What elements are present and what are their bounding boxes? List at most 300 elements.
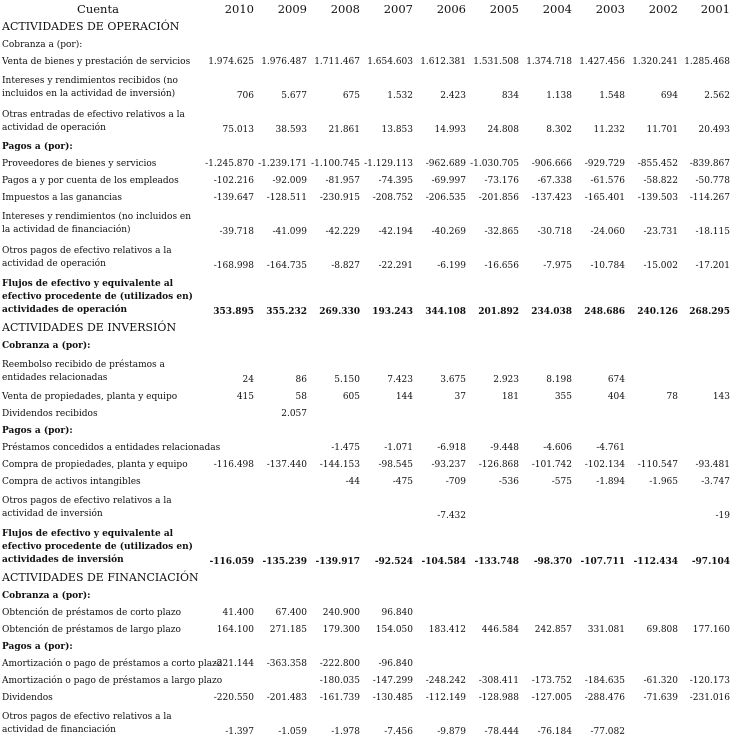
table-row <box>0 453 732 470</box>
row-label: Compra de propiedades, planta y equipo <box>2 460 188 470</box>
cell-value: -1.894 <box>596 477 625 487</box>
cell-value: 1.974.625 <box>208 57 254 67</box>
row-label: Otras entradas de efectivo relativos a la actividad de operación <box>2 109 185 133</box>
cell-value: -98.545 <box>378 460 413 470</box>
cell-value: -6.199 <box>437 261 466 271</box>
cell-value: -139.503 <box>637 193 678 203</box>
cell-value: 1.138 <box>546 91 572 101</box>
cell-value <box>680 601 732 618</box>
cell-value: -114.267 <box>689 193 730 203</box>
table-row <box>0 237 732 271</box>
cell-value: 674 <box>607 375 625 385</box>
subsection-row <box>0 419 732 436</box>
cell-value: -962.689 <box>425 159 466 169</box>
cell-value <box>415 652 468 669</box>
table-row <box>0 101 732 135</box>
cell-value <box>680 402 732 419</box>
cell-value <box>256 669 309 686</box>
cell-value: 1.976.487 <box>261 57 307 67</box>
cell-value: -575 <box>551 477 572 487</box>
cell-value: -9.879 <box>437 727 466 737</box>
cell-value: -16.656 <box>484 261 519 271</box>
cell-value: -102.216 <box>213 176 254 186</box>
cell-value: -7.432 <box>437 511 466 521</box>
table-row <box>0 703 732 737</box>
cell-value: -133.748 <box>474 557 519 567</box>
cell-value: 2.423 <box>440 91 466 101</box>
cell-value: -4.761 <box>596 443 625 453</box>
cell-value: 240.900 <box>322 608 360 618</box>
cell-value: -288.476 <box>584 693 625 703</box>
table-row <box>0 50 732 67</box>
subsection-title: Pagos a (por): <box>2 642 73 652</box>
cell-value: -1.071 <box>384 443 413 453</box>
row-label: Impuestos a las ganancias <box>2 193 123 203</box>
table-row <box>0 470 732 487</box>
cell-value: -1.100.745 <box>311 159 360 169</box>
cell-value: -93.237 <box>431 460 466 470</box>
cell-value: -7.456 <box>384 727 413 737</box>
cell-value: -32.865 <box>484 227 519 237</box>
table-row <box>0 652 732 669</box>
cell-value: -7.975 <box>543 261 572 271</box>
cell-value: 694 <box>660 91 678 101</box>
cell-value: -112.149 <box>425 693 466 703</box>
cell-value: 1.532 <box>387 91 413 101</box>
table-row <box>0 351 732 385</box>
subsection-title: Cobranza a (por): <box>2 341 91 351</box>
cell-value <box>521 652 574 669</box>
cell-value <box>627 487 680 521</box>
cell-value: -128.511 <box>266 193 307 203</box>
cell-value: 2.562 <box>704 91 730 101</box>
cell-value: -120.173 <box>689 676 730 686</box>
cell-value <box>574 487 627 521</box>
cell-value: -231.016 <box>689 693 730 703</box>
cell-value: -147.299 <box>372 676 413 686</box>
cell-value: 69.808 <box>646 625 678 635</box>
cell-value: -1.129.113 <box>364 159 413 169</box>
cell-value: 8.198 <box>546 375 572 385</box>
cell-value: 177.160 <box>692 625 730 635</box>
cell-value <box>627 402 680 419</box>
cell-value: -222.800 <box>319 659 360 669</box>
subsection-title: Cobranza a (por): <box>2 591 91 601</box>
cell-value <box>627 601 680 618</box>
cell-value: -855.452 <box>637 159 678 169</box>
cell-value: 41.400 <box>222 608 254 618</box>
cell-value: -42.194 <box>378 227 413 237</box>
cell-value: -201.483 <box>266 693 307 703</box>
table-row <box>0 67 732 101</box>
cell-value: -1.059 <box>278 727 307 737</box>
cell-value: -137.440 <box>266 460 307 470</box>
table-row <box>0 402 732 419</box>
total-row <box>0 271 732 317</box>
cell-value: 404 <box>607 392 625 402</box>
cell-value: -110.547 <box>637 460 678 470</box>
cell-value <box>680 436 732 453</box>
cell-value: 96.840 <box>381 608 413 618</box>
cell-value: -71.639 <box>643 693 678 703</box>
cell-value: 446.584 <box>481 625 519 635</box>
cell-value: -104.584 <box>421 557 466 567</box>
cell-value: -1.475 <box>331 443 360 453</box>
cell-value: -128.988 <box>478 693 519 703</box>
table-row <box>0 618 732 635</box>
cell-value: -127.005 <box>531 693 572 703</box>
cell-value: -78.444 <box>484 727 519 737</box>
row-label: Pagos a y por cuenta de los empleados <box>2 176 179 186</box>
header-row <box>0 0 732 16</box>
cell-value: 1.285.468 <box>684 57 730 67</box>
cell-value: -475 <box>392 477 413 487</box>
cell-value: -76.184 <box>537 727 572 737</box>
row-label: Venta de bienes y prestación de servicios <box>2 57 191 67</box>
subsection-row <box>0 584 732 601</box>
cell-value: 164.100 <box>216 625 254 635</box>
cell-value <box>256 436 309 453</box>
cell-value: -41.099 <box>272 227 307 237</box>
cell-value: 183.412 <box>428 625 466 635</box>
cell-value: 8.302 <box>546 125 572 135</box>
cell-value: -135.239 <box>262 557 307 567</box>
cell-value: -73.176 <box>484 176 519 186</box>
cell-value: -3.747 <box>701 477 730 487</box>
cell-value: 344.108 <box>425 307 466 317</box>
row-label: Amortización o pago de préstamos a largo plazo <box>2 676 223 686</box>
cell-value: 248.686 <box>584 307 625 317</box>
cell-value: -206.535 <box>425 193 466 203</box>
cell-value: -22.291 <box>378 261 413 271</box>
cell-value <box>574 402 627 419</box>
cell-value <box>415 601 468 618</box>
cell-value: -8.827 <box>331 261 360 271</box>
subsection-title: Pagos a (por): <box>2 142 73 152</box>
cell-value: -93.481 <box>695 460 730 470</box>
cell-value: 154.050 <box>375 625 413 635</box>
cell-value: 834 <box>501 91 519 101</box>
cell-value: -1.239.171 <box>258 159 307 169</box>
cell-value: -139.917 <box>315 557 360 567</box>
cell-value: -116.498 <box>213 460 254 470</box>
row-label: Obtención de préstamos de corto plazo <box>2 608 182 618</box>
cell-value: -536 <box>498 477 519 487</box>
cell-value: 143 <box>712 392 730 402</box>
cell-value <box>680 703 732 737</box>
cell-value <box>574 652 627 669</box>
table-row <box>0 601 732 618</box>
row-label: Dividendos <box>2 693 53 703</box>
table-row <box>0 169 732 186</box>
cell-value: 1.548 <box>599 91 625 101</box>
cell-value <box>627 703 680 737</box>
row-label: Obtención de préstamos de largo plazo <box>2 625 181 635</box>
cell-value: 1.374.718 <box>526 57 572 67</box>
cell-value: -139.647 <box>213 193 254 203</box>
cell-value: 193.243 <box>372 307 413 317</box>
cell-value: -201.856 <box>478 193 519 203</box>
header-year: 2004 <box>542 2 572 16</box>
cell-value: -1.245.870 <box>205 159 254 169</box>
cell-value: 5.677 <box>281 91 307 101</box>
cell-value: -363.358 <box>266 659 307 669</box>
row-label: Compra de activos intangibles <box>2 477 141 487</box>
cell-value: 3.675 <box>440 375 466 385</box>
cell-value: -30.718 <box>537 227 572 237</box>
cell-value: 37 <box>454 392 466 402</box>
cell-value: -10.784 <box>590 261 625 271</box>
table-row <box>0 487 732 521</box>
cell-value: -164.735 <box>266 261 307 271</box>
cell-value: 58 <box>295 392 307 402</box>
cell-value: -77.082 <box>590 727 625 737</box>
cell-value: -6.918 <box>437 443 466 453</box>
table-row <box>0 152 732 169</box>
subsection-title: Cobranza a (por): <box>2 40 83 50</box>
cell-value <box>680 351 732 385</box>
row-label: Flujos de efectivo y equivalente al efectivo procedente de (utilizados en) actividades de operación <box>2 278 193 315</box>
header-year: 2003 <box>595 2 625 16</box>
header-year: 2009 <box>277 2 307 16</box>
cell-value: -81.957 <box>325 176 360 186</box>
table-body <box>0 16 732 737</box>
section-row <box>0 16 732 33</box>
total-row <box>0 521 732 567</box>
cell-value: 24.808 <box>487 125 519 135</box>
cell-value: -23.731 <box>643 227 678 237</box>
cell-value: -208.752 <box>372 193 413 203</box>
cell-value: 24 <box>242 375 254 385</box>
subsection-row <box>0 334 732 351</box>
header-year: 2002 <box>648 2 678 16</box>
cell-value: -126.868 <box>478 460 519 470</box>
cell-value: -9.448 <box>490 443 519 453</box>
cell-value: -67.338 <box>537 176 572 186</box>
header-year: 2001 <box>700 2 730 16</box>
cell-value <box>198 487 256 521</box>
table-row <box>0 385 732 402</box>
cell-value: -58.822 <box>643 176 678 186</box>
subsection-title: Pagos a (por): <box>2 426 73 436</box>
cell-value: -248.242 <box>425 676 466 686</box>
cell-value: -74.395 <box>378 176 413 186</box>
cell-value: 67.400 <box>275 608 307 618</box>
cell-value <box>256 487 309 521</box>
cell-value: -161.739 <box>319 693 360 703</box>
cell-value: -101.742 <box>531 460 572 470</box>
header-year: 2005 <box>489 2 519 16</box>
cell-value: 234.038 <box>531 307 572 317</box>
cell-value: -40.269 <box>431 227 466 237</box>
cell-value: -1.397 <box>225 727 254 737</box>
cell-value: -24.060 <box>590 227 625 237</box>
cell-value <box>309 487 362 521</box>
cell-value: -144.153 <box>319 460 360 470</box>
cell-value: -906.666 <box>531 159 572 169</box>
cell-value: -929.729 <box>584 159 625 169</box>
cell-value: -17.201 <box>695 261 730 271</box>
cell-value: -1.030.705 <box>470 159 519 169</box>
table-row <box>0 203 732 237</box>
cell-value: -130.485 <box>372 693 413 703</box>
cell-value <box>468 601 521 618</box>
cell-value: -112.434 <box>633 557 678 567</box>
cell-value: 5.150 <box>334 375 360 385</box>
cell-value: 13.853 <box>381 125 413 135</box>
cell-value: 355 <box>554 392 572 402</box>
cell-value: 242.857 <box>534 625 572 635</box>
cell-value: -839.867 <box>689 159 730 169</box>
cell-value <box>627 652 680 669</box>
cell-value: -4.606 <box>543 443 572 453</box>
cell-value: -1.978 <box>331 727 360 737</box>
section-title: ACTIVIDADES DE FINANCIACIÓN <box>2 571 199 584</box>
table-row <box>0 669 732 686</box>
cell-value <box>468 487 521 521</box>
cell-value: 706 <box>236 91 254 101</box>
cell-value: 78 <box>666 392 678 402</box>
cell-value: 1.612.381 <box>420 57 466 67</box>
cell-value: -116.059 <box>209 557 254 567</box>
cell-value <box>309 402 362 419</box>
cell-value: -61.576 <box>590 176 625 186</box>
row-label: Amortización o pago de préstamos a corto plazo <box>2 659 223 669</box>
cell-value: 268.295 <box>689 307 730 317</box>
cell-value: 675 <box>342 91 360 101</box>
section-row <box>0 567 732 584</box>
cell-value <box>521 402 574 419</box>
cell-value: -18.115 <box>695 227 730 237</box>
row-label: Proveedores de bienes y servicios <box>2 159 157 169</box>
cell-value: 1.427.456 <box>579 57 625 67</box>
cell-value <box>468 402 521 419</box>
cell-value: 1.531.508 <box>473 57 519 67</box>
cell-value: 11.232 <box>593 125 625 135</box>
cell-value: 271.185 <box>269 625 307 635</box>
cell-value: 240.126 <box>637 307 678 317</box>
cell-value: 11.701 <box>646 125 678 135</box>
cell-value: 415 <box>236 392 254 402</box>
cell-value: -168.998 <box>213 261 254 271</box>
cell-value <box>627 351 680 385</box>
section-title: ACTIVIDADES DE INVERSIÓN <box>2 321 177 334</box>
row-label: Venta de propiedades, planta y equipo <box>2 392 178 402</box>
section-title: ACTIVIDADES DE OPERACIÓN <box>2 20 180 33</box>
cell-value: -165.401 <box>584 193 625 203</box>
cell-value: 605 <box>342 392 360 402</box>
cell-value: 75.013 <box>222 125 254 135</box>
table-row <box>0 686 732 703</box>
subsection-row <box>0 135 732 152</box>
cell-value <box>521 487 574 521</box>
cell-value <box>521 601 574 618</box>
row-label: Otros pagos de efectivo relativos a la actividad de operación <box>2 245 172 269</box>
cell-value: 7.423 <box>387 375 413 385</box>
cell-value <box>198 470 256 487</box>
cell-value: -96.840 <box>378 659 413 669</box>
cell-value <box>362 487 415 521</box>
cell-value: -107.711 <box>580 557 625 567</box>
cell-value: -220.550 <box>213 693 254 703</box>
cell-value: 331.081 <box>587 625 625 635</box>
table-row <box>0 186 732 203</box>
row-label: Intereses y rendimientos (no incluidos en la actividad de financiación) <box>2 211 192 235</box>
cell-value: 201.892 <box>478 307 519 317</box>
cell-value: -98.370 <box>533 557 572 567</box>
cell-value: 38.593 <box>275 125 307 135</box>
cell-value: -173.752 <box>531 676 572 686</box>
cell-value: -221.144 <box>213 659 254 669</box>
cell-value: -184.635 <box>584 676 625 686</box>
cell-value: -69.997 <box>431 176 466 186</box>
cell-value <box>256 470 309 487</box>
cell-value: -44 <box>345 477 360 487</box>
cell-value: 21.861 <box>328 125 360 135</box>
cell-value <box>680 652 732 669</box>
cell-value: -92.009 <box>272 176 307 186</box>
section-row <box>0 317 732 334</box>
row-label: Préstamos concedidos a entidades relacionadas <box>2 443 221 453</box>
cell-value: -1.965 <box>649 477 678 487</box>
cell-value <box>198 402 256 419</box>
cell-value <box>468 652 521 669</box>
row-label: Reembolso recibido de préstamos a entidades relacionadas <box>2 359 165 383</box>
header-year: 2007 <box>383 2 413 16</box>
cell-value <box>627 436 680 453</box>
cell-value: -230.915 <box>319 193 360 203</box>
row-label: Dividendos recibidos <box>2 409 98 419</box>
cell-value: 1.711.467 <box>314 57 360 67</box>
cell-value: 2.923 <box>493 375 519 385</box>
cell-value: 181 <box>501 392 519 402</box>
cell-value: -42.229 <box>325 227 360 237</box>
cell-value: -15.002 <box>643 261 678 271</box>
header-year: 2008 <box>330 2 360 16</box>
cell-value: -92.524 <box>374 557 413 567</box>
cell-value: 1.320.241 <box>632 57 678 67</box>
header-year: 2010 <box>224 2 254 16</box>
cell-value: 269.330 <box>319 307 360 317</box>
cell-value: -709 <box>445 477 466 487</box>
cell-value <box>362 402 415 419</box>
cell-value: -39.718 <box>219 227 254 237</box>
cell-value: -180.035 <box>319 676 360 686</box>
table-row <box>0 436 732 453</box>
cell-value: -137.423 <box>531 193 572 203</box>
cell-value: 144 <box>395 392 413 402</box>
cell-value <box>574 601 627 618</box>
header-account: Cuenta <box>77 2 119 16</box>
subsection-row <box>0 635 732 652</box>
cell-value: 2.057 <box>281 409 307 419</box>
cell-value: -308.411 <box>478 676 519 686</box>
row-label: Flujos de efectivo y equivalente al efectivo procedente de (utilizados en) actividades de inversión <box>2 528 193 565</box>
cell-value: -97.104 <box>691 557 730 567</box>
cell-value: 179.300 <box>322 625 360 635</box>
row-label: Intereses y rendimientos recibidos (no incluidos en la actividad de inversión) <box>2 75 178 99</box>
cell-value: 1.654.603 <box>367 57 413 67</box>
cell-value: -19 <box>715 511 730 521</box>
row-label: Otros pagos de efectivo relativos a la actividad de inversión <box>2 495 172 519</box>
cell-value: 14.993 <box>434 125 466 135</box>
cell-value: 355.232 <box>266 307 307 317</box>
cell-value: -102.134 <box>584 460 625 470</box>
cell-value <box>415 402 468 419</box>
row-label: Otros pagos de efectivo relativos a la actividad de financiación <box>2 711 172 735</box>
header-year: 2006 <box>436 2 466 16</box>
cell-value: 20.493 <box>698 125 730 135</box>
